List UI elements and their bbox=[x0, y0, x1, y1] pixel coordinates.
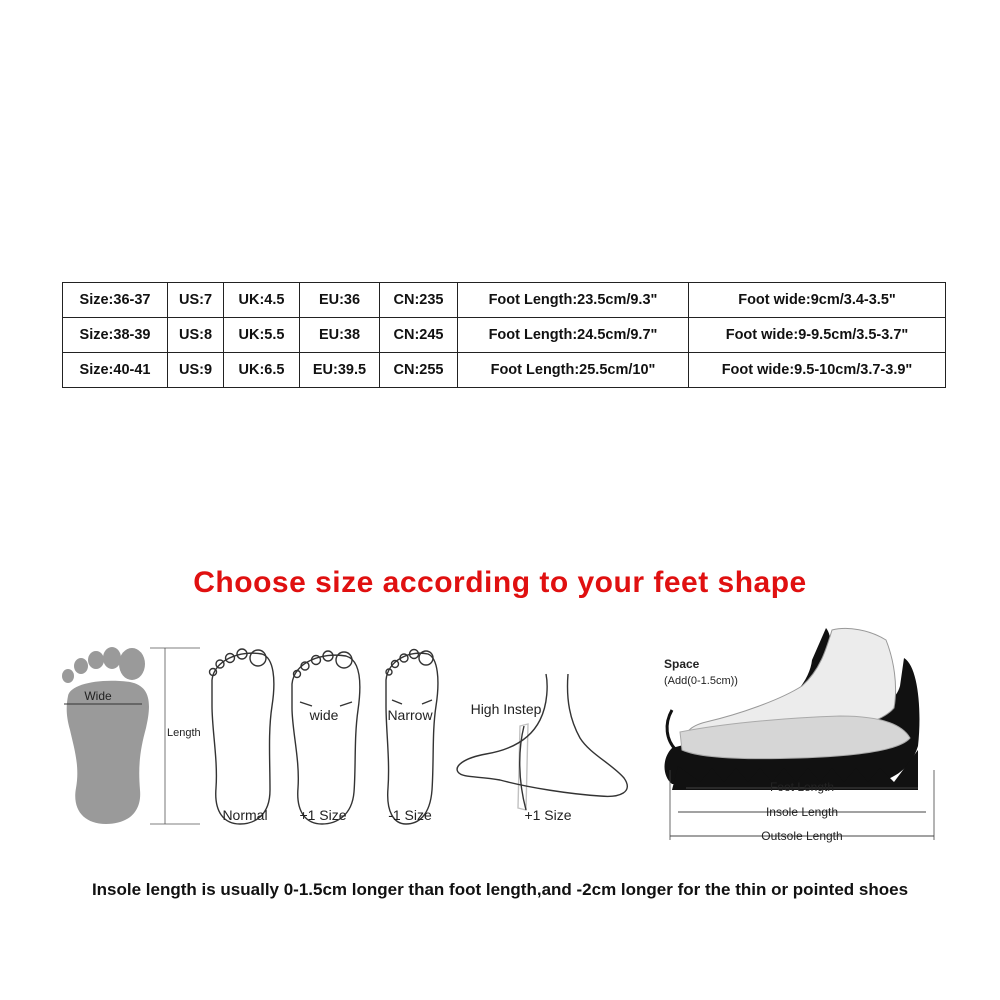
size-cell: US:7 bbox=[168, 283, 224, 318]
size-cell: US:9 bbox=[168, 353, 224, 388]
size-table bbox=[62, 282, 946, 388]
shape-size-narrow: -1 Size bbox=[388, 807, 432, 823]
size-cell: EU:36 bbox=[300, 283, 380, 318]
size-cell: Foot Length:23.5cm/9.3" bbox=[458, 283, 689, 318]
size-cell: CN:245 bbox=[380, 318, 458, 353]
size-cell: Foot Length:25.5cm/10" bbox=[458, 353, 689, 388]
size-cell: EU:39.5 bbox=[300, 353, 380, 388]
size-cell: US:8 bbox=[168, 318, 224, 353]
foot-length-label: Length bbox=[167, 727, 201, 739]
size-cell: CN:235 bbox=[380, 283, 458, 318]
size-row bbox=[63, 283, 946, 318]
foot-outline-narrow bbox=[386, 650, 438, 825]
shape-note-high-instep: High Instep bbox=[470, 701, 542, 717]
size-cell: Foot wide:9-9.5cm/3.5-3.7" bbox=[689, 318, 946, 353]
shape-size-wide: +1 Size bbox=[299, 807, 347, 823]
size-cell: Size:40-41 bbox=[63, 353, 168, 388]
size-cell: Foot wide:9cm/3.4-3.5" bbox=[689, 283, 946, 318]
foot-outline-normal bbox=[210, 649, 274, 824]
shoe-space-note: (Add(0-1.5cm)) bbox=[664, 675, 738, 687]
shape-size-normal: Normal bbox=[222, 807, 268, 823]
size-cell: EU:38 bbox=[300, 318, 380, 353]
size-cell: Size:36-37 bbox=[63, 283, 168, 318]
shoe-insole-length: Insole Length bbox=[765, 805, 839, 819]
size-row bbox=[63, 318, 946, 353]
size-cell: UK:4.5 bbox=[224, 283, 300, 318]
size-cell: Foot Length:24.5cm/9.7" bbox=[458, 318, 689, 353]
foot-outline-high-instep bbox=[457, 674, 627, 810]
shoe-cross-section bbox=[664, 628, 934, 843]
shoe-space-label: Space bbox=[664, 657, 700, 671]
foot-outline-wide bbox=[292, 651, 360, 824]
size-cell: Foot wide:9.5-10cm/3.7-3.9" bbox=[689, 353, 946, 388]
foot-wide-label: Wide bbox=[84, 689, 112, 703]
foot-shape-guide bbox=[0, 620, 1000, 860]
size-cell: Size:38-39 bbox=[63, 318, 168, 353]
insole-note: Insole length is usually 0-1.5cm longer than foot length,and -2cm longer for the thin or pointed shoes bbox=[91, 880, 909, 899]
size-cell: UK:5.5 bbox=[224, 318, 300, 353]
size-row bbox=[63, 353, 946, 388]
foot-measure-figure bbox=[62, 647, 201, 824]
shape-size-high-instep: +1 Size bbox=[524, 807, 572, 823]
size-cell: UK:6.5 bbox=[224, 353, 300, 388]
shoe-outsole-length: Outsole Length bbox=[761, 829, 843, 843]
guide-title: Choose size according to your feet shape bbox=[193, 566, 807, 599]
shape-note-narrow: Narrow bbox=[387, 707, 433, 723]
size-cell: CN:255 bbox=[380, 353, 458, 388]
shape-note-wide: wide bbox=[309, 707, 339, 723]
shoe-foot-length: Foot Length bbox=[769, 780, 835, 794]
